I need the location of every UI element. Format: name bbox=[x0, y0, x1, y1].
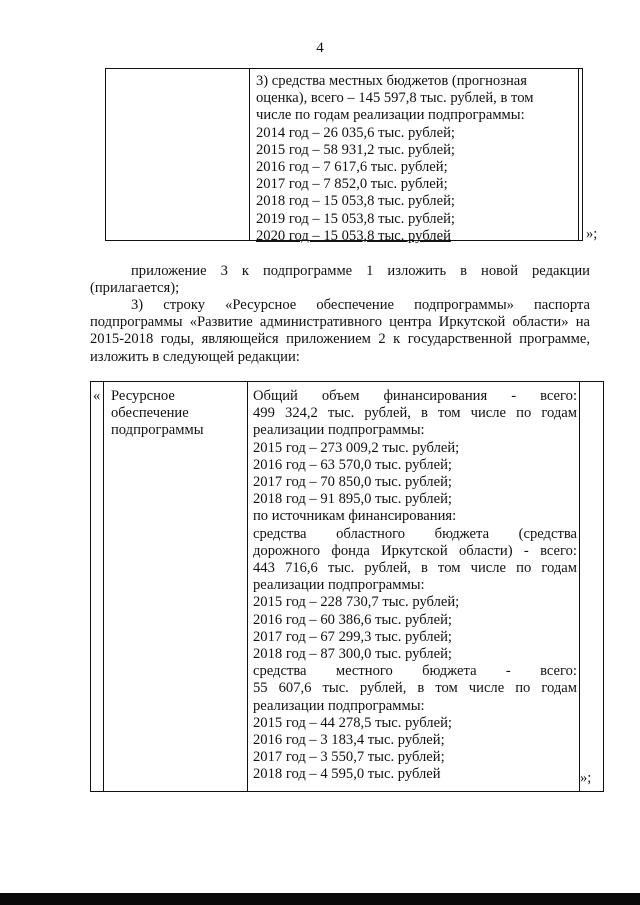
table-line: 2019 год – 15 053,8 тыс. рублей; bbox=[256, 210, 455, 227]
paragraph-appendix-3 bbox=[90, 263, 590, 297]
content-line: реализации подпрограммы: bbox=[253, 697, 425, 714]
table-line: 2014 год – 26 035,6 тыс. рублей; bbox=[256, 124, 455, 141]
content-line: 2015 год – 44 278,5 тыс. рублей; bbox=[253, 714, 452, 731]
table-line: 3) средства местных бюджетов (прогнозная bbox=[256, 73, 527, 89]
paragraph-line: 3) строку «Ресурсное обеспечение подпрограммы» паспорта bbox=[131, 297, 590, 313]
row-content bbox=[253, 388, 577, 784]
label-line: Ресурсное bbox=[111, 388, 175, 404]
content-line: средства местного бюджета - всего: bbox=[253, 663, 577, 680]
label-line: подпрограммы bbox=[111, 422, 204, 439]
content-line: 2016 год – 3 183,4 тыс. рублей; bbox=[253, 732, 445, 749]
opening-quote: « bbox=[93, 388, 101, 404]
content-line: 2017 год – 3 550,7 тыс. рублей; bbox=[253, 749, 445, 766]
table-line: 2020 год – 15 053,8 тыс. рублей bbox=[256, 227, 451, 244]
table-line: числе по годам реализации подпрограммы: bbox=[256, 107, 525, 124]
content-line: 2017 год – 70 850,0 тыс. рублей; bbox=[253, 474, 452, 491]
content-line: средства областного бюджета (средства bbox=[253, 525, 577, 542]
content-line: дорожного фонда Иркутской области) - всего: bbox=[253, 542, 577, 559]
content-line: 2016 год – 60 386,6 тыс. рублей; bbox=[253, 611, 452, 628]
closing-quote: »; bbox=[580, 770, 592, 786]
content-line: 2015 год – 228 730,7 тыс. рублей; bbox=[253, 594, 460, 611]
paragraph-line: подпрограммы «Развитие административного центра Иркутской области» на bbox=[90, 314, 590, 331]
content-line: 2018 год – 91 895,0 тыс. рублей; bbox=[253, 491, 452, 508]
content-line: 2018 год – 87 300,0 тыс. рублей; bbox=[253, 646, 452, 663]
content-line: 2016 год – 63 570,0 тыс. рублей; bbox=[253, 456, 452, 473]
content-line: 499 324,2 тыс. рублей, в том числе по годам bbox=[253, 405, 577, 422]
table-line: 2015 год – 58 931,2 тыс. рублей; bbox=[256, 141, 455, 158]
label-line: обеспечение bbox=[111, 405, 189, 422]
content-line: 2017 год – 67 299,3 тыс. рублей; bbox=[253, 628, 452, 645]
funding-table-local-budgets bbox=[105, 68, 583, 244]
content-line: 2015 год – 273 009,2 тыс. рублей; bbox=[253, 439, 460, 456]
content-line: реализации подпрограммы: bbox=[253, 422, 425, 439]
table-line: оценка), всего – 145 597,8 тыс. рублей, в том bbox=[256, 90, 534, 107]
table-divider bbox=[579, 382, 580, 791]
table-line: 2016 год – 7 617,6 тыс. рублей; bbox=[256, 159, 448, 176]
paragraph-line: приложение 3 к подпрограмме 1 изложить в новой редакции bbox=[131, 263, 590, 279]
page-number: 4 bbox=[316, 40, 324, 56]
paragraph-line: (прилагается); bbox=[90, 280, 180, 297]
paragraph-line: изложить в следующей редакции: bbox=[90, 348, 300, 365]
table-divider bbox=[249, 69, 250, 240]
content-line: по источникам финансирования: bbox=[253, 508, 457, 525]
content-line: 55 607,6 тыс. рублей, в том числе по годам bbox=[253, 680, 577, 697]
closing-quote: »; bbox=[586, 226, 598, 242]
content-line: реализации подпрограммы: bbox=[253, 577, 425, 594]
paragraph-line: 2015-2018 годы, являющейся приложением 2 к государственной программе, bbox=[90, 331, 590, 348]
resource-provision-table bbox=[90, 381, 604, 792]
table-cell-local-budgets bbox=[256, 73, 574, 245]
row-label bbox=[111, 388, 241, 440]
table-divider bbox=[103, 382, 104, 791]
table-divider bbox=[247, 382, 248, 791]
content-line: Общий объем финансирования - всего: bbox=[253, 388, 577, 404]
paragraph-resource-row bbox=[90, 297, 590, 366]
scan-edge bbox=[0, 893, 640, 905]
table-line: 2017 год – 7 852,0 тыс. рублей; bbox=[256, 176, 448, 193]
table-line: 2018 год – 15 053,8 тыс. рублей; bbox=[256, 193, 455, 210]
content-line: 2018 год – 4 595,0 тыс. рублей bbox=[253, 766, 441, 783]
content-line: 443 716,6 тыс. рублей, в том числе по годам bbox=[253, 560, 577, 577]
table-divider bbox=[578, 69, 579, 240]
